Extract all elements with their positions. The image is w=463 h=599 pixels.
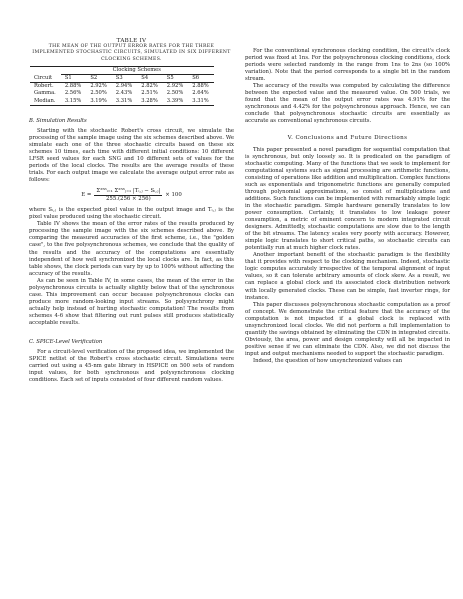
table-col-header: S3 (115, 75, 123, 82)
table-title-line: IMPLEMENTED STOCHASTIC CIRCUITS, SIMULATED IN SIX DIFFERENT (32, 50, 231, 56)
error-rate-table (30, 66, 214, 106)
paragraph: Starting with the stochastic Robert's cross circuit, we simulate the processing of the sample image using the six schemes described above. We simulate each one of the three stochastic circuits based on these six schemes 10 times, each time with different initial conditions: 10 different LFSR seed values for each SNG and 10 different sets of values for the periods of the local clocks. The results are the average results of these trials. For each output image we calculate the average output error rate as follows: (29, 127, 234, 184)
equation-denominator: 255.(256 × 256) (105, 195, 151, 202)
table-group-header: Clocking Schemes (61, 66, 214, 74)
right-column (245, 48, 450, 365)
section-heading-spice: C. SPICE-Level Verification (29, 339, 103, 346)
table-row: Median. 3.15% 3.19% 3.31% 3.28% 3.39% 3.31% (30, 98, 214, 106)
table-caption (29, 38, 234, 63)
table-col-header: Circuit (34, 74, 53, 81)
paragraph: Indeed, the question of how unsynchronized values can (253, 357, 403, 364)
error-equation (29, 188, 234, 204)
paragraph: This paper discusses polysynchronous stochastic computation as a proof of concept. We demonstrate the critical feature that the accuracy of the computation is not impacted if a global clock is replaced with unsynchronized local clocks. We did not perform a full implementation to quantify the savings obtained by eliminating the CDN in integrated circuits. Obviously, the area, power and design complexity will all be impacted in positive sense if we can eliminate the CDN. Also, we did not discuss the input and output mechanisms needed to support the stochastic paradigm. (245, 301, 450, 357)
table-title-line: CLOCKING SCHEMES. (101, 56, 162, 62)
paragraph: For a circuit-level verification of the proposed idea, we implemented the SPICE netlist of the Robert's cross stochastic circuit. Simulations were carried out using a 45-nm gate library in HSPICE on 500 sets of random input values, for both synchronous and polysynchronous clocking conditions. Each set of inputs consisted of four different random values. (29, 349, 234, 384)
paragraph: Another important benefit of the stochastic paradigm is the flexibility that it provides with respect to the clocking mechanism. Indeed, stochastic logic computes accurately irrespective of the temporal alignment of input values, so it can tolerate arbitrary amounts of clock skew. As a result, we can replace a global clock and its associated clock distribution network with locally generated clocks. These can be simple, fast inverter rings, for instance. (245, 252, 450, 301)
equation-numerator: Σ²⁵⁶ᵢ₌₁ Σ²⁵⁶ⱼ₌₁ |Tᵢ,ⱼ − Sᵢ,ⱼ| (96, 188, 161, 195)
table-title-line: THE MEAN OF THE OUTPUT ERROR RATES FOR THE THREE (48, 44, 215, 50)
paragraph: The accuracy of the results was computed by calculating the difference between the expected value and the measured value. On 500 trials, we found that the mean of the output error rates was 4.91% for the synchronous and 4.42% for the polysynchronous approach. Hence, we can conclude that polysynchronous stochastic circuits are essentially as accurate as conventional synchronous circuits. (245, 83, 450, 125)
equation-rhs: × 100 (165, 191, 182, 198)
table-row: Gamma. 2.56% 2.50% 2.43% 2.51% 2.50% 2.64% (34, 90, 209, 97)
table-col-header: S5 (166, 75, 174, 82)
table-label: TABLE IV (116, 38, 147, 44)
table-col-header: S6 (192, 75, 200, 82)
paragraph: where Sᵢ,ⱼ is the expected pixel value in the output image and Tᵢ,ⱼ is the pixel value produced using the stochastic circuit. (29, 207, 234, 221)
section-heading-simulation: B. Simulation Results (29, 117, 87, 124)
table-col-header: S2 (90, 75, 98, 82)
left-column (29, 0, 234, 384)
equation-lhs: E = (81, 191, 92, 198)
table-row: Robert. 2.88% 2.92% 2.94% 2.82% 2.92% 2.88% (30, 83, 214, 91)
paragraph: This paper presented a novel paradigm for sequential computation that is synchronous, but only loosely so. It is predicated on the paradigm of stochastic computing. Many of the functions that we seek to implement for computational systems such as signal processing are arithmetic functions, consisting of operations like addition and multiplication. Complex functions such as exponentials and trigonometric functions are generally computed through polynomial approximations, so consist of multiplications and additions. Such functions can be implemented with remarkably simple logic in the stochastic paradigm. Simple hardware generally translates to low power consumption. Certainly, it translates to low leakage power consumption, a metric of eminent concern to modern integrated circuit designers. Admittedly, stochastic computations are slow due to the length of the bit streams. The latency scales very poorly with accuracy. However, simple logic translates to short critical paths, so stochastic circuits can potentially run at much higher clock rates. (245, 146, 450, 252)
paragraph: For the conventional synchronous clocking condition, the circuit's clock period was fixed at 1ns. For the polysynchronous clocking conditions, clock periods were selected randomly in the range from 1ns to 2ns (so 100% variation). Note that the period corresponds to a single bit in the random stream. (245, 48, 450, 83)
section-heading-conclusions: V. Conclusions and Future Directions (287, 134, 408, 141)
table-col-header: S1 (64, 75, 72, 82)
paragraph: Table IV shows the mean of the error rates of the results produced by processing the sample image with the six schemes described above. By comparing the measured accuracies of the first scheme, i.e., the "golden case", to the five polysynchronous schemes, we conclude that the quality of the results and the accuracy of the computations are essentially independent of how well synchronized the local clocks are. In fact, as this table shows, the clock periods can vary by up to 100% without affecting the accuracy of the results. (29, 221, 234, 277)
table-col-header: S4 (141, 75, 149, 82)
paragraph: As can be seen in Table IV, in some cases, the mean of the error in the polysynchronous circuits is actually slightly below that of the synchronous case. This improvement can occur because polysynchronous clocks can produce more random-looking input streams. So polysynchrony might actually help instead of hurting stochastic computation! The results from schemes 4-6 show that filtering out runt pulses still produces statistically acceptable results. (29, 277, 234, 326)
